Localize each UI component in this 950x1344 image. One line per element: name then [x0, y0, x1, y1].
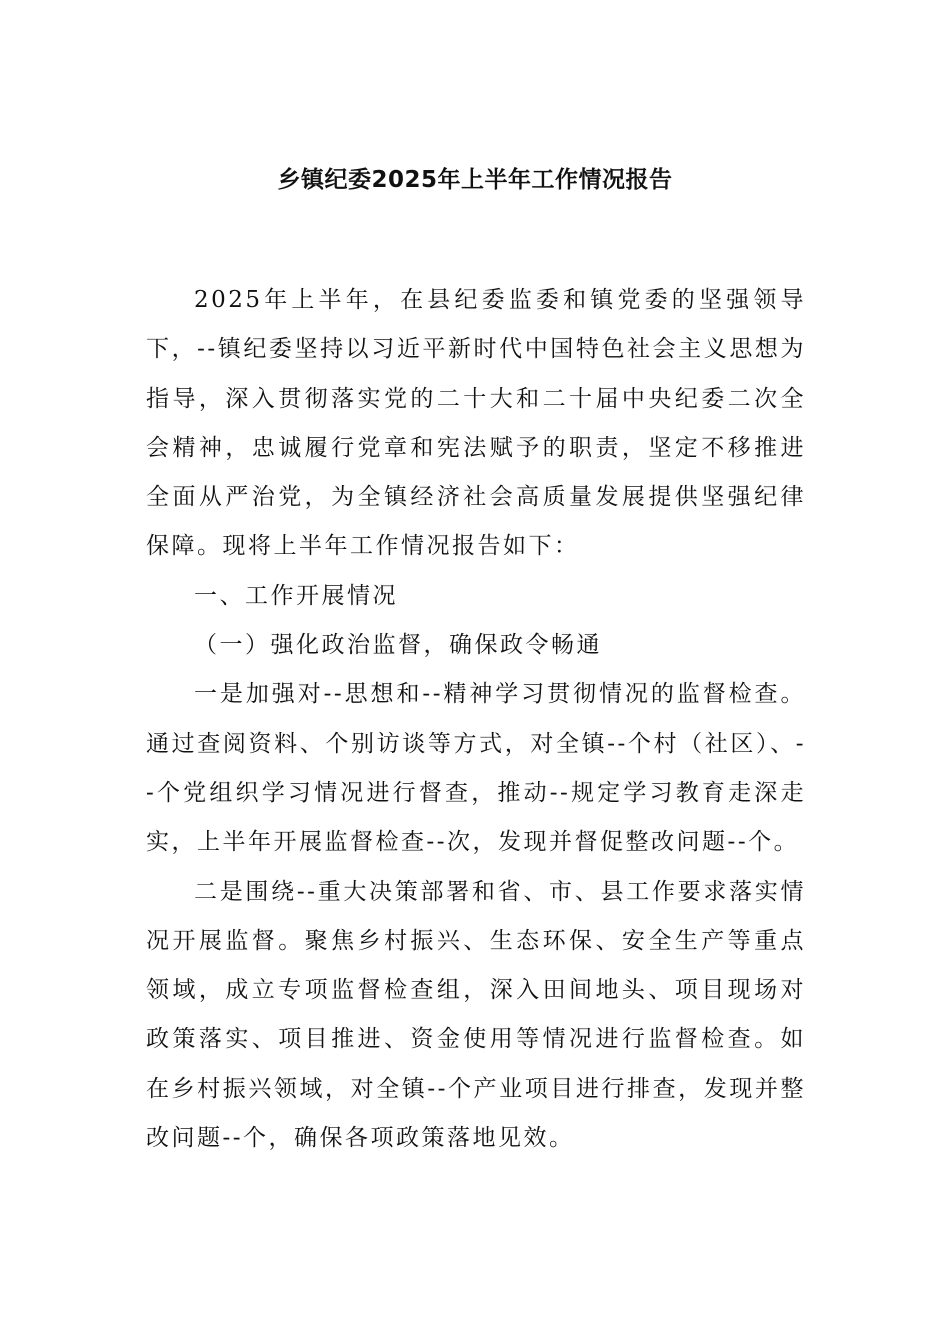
body-paragraph: 二是围绕--重大决策部署和省、市、县工作要求落实情况开展监督。聚焦乡村振兴、生态环保、安全生产等重点领域，成立专项监督检查组，深入田间地头、项目现场对政策落实、项目推进、资金使用等情况进行监督检查。如在乡村振兴领域，对全镇--个产业项目进行排查，发现并整改问题--个，确保各项政策落地见效。: [146, 878, 806, 1152]
intro-paragraph: 2025年上半年，在县纪委监委和镇党委的坚强领导下，--镇纪委坚持以习近平新时代中国特色社会主义思想为指导，深入贯彻落实党的二十大和二十届中央纪委二次全会精神，忠诚履行党章和宪法赋予的职责，坚定不移推进全面从严治党，为全镇经济社会高质量发展提供坚强纪律保障。现将上半年工作情况报告如下：: [146, 287, 806, 560]
body-paragraph: 一是加强对--思想和--精神学习贯彻情况的监督检查。通过查阅资料、个别访谈等方式，对全镇--个村（社区）、--个党组织学习情况进行督查，推动--规定学习教育走深走实，上半年开展监督检查--次，发现并督促整改问题--个。: [146, 681, 806, 856]
section-heading: 一、工作开展情况: [194, 582, 398, 609]
document-body: [146, 276, 806, 1163]
document-title: 乡镇纪委2025年上半年工作情况报告: [277, 167, 673, 193]
subsection-heading: （一）强化政治监督，确保政令畅通: [194, 632, 602, 659]
